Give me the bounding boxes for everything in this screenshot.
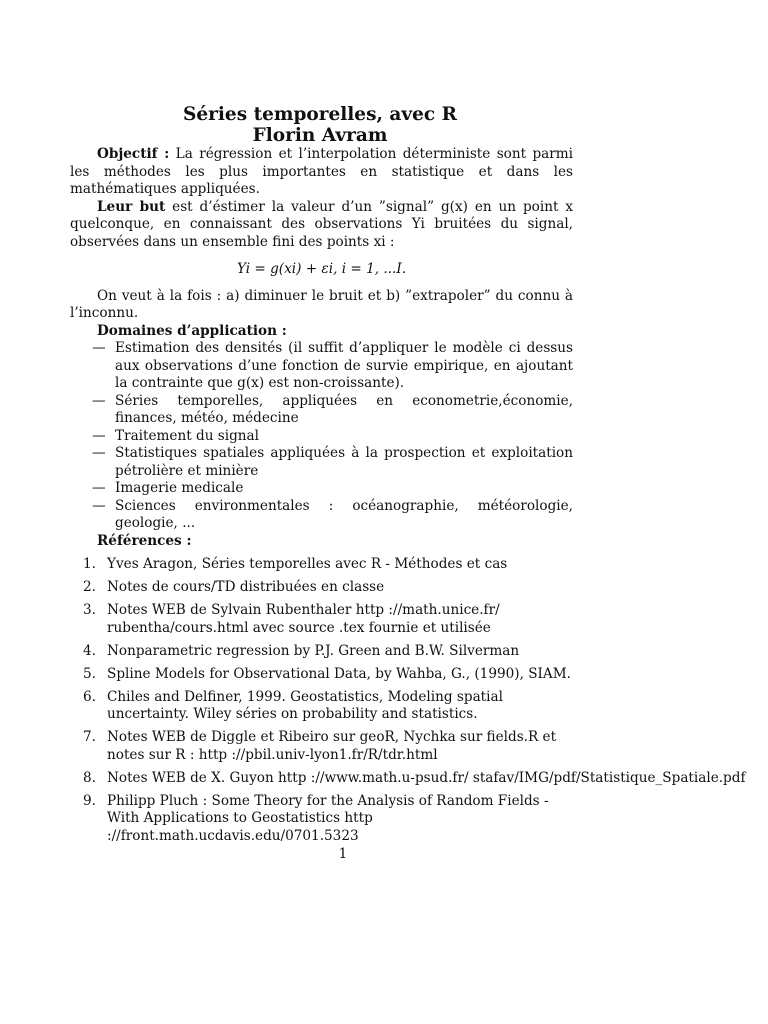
list-item — [70, 340, 573, 393]
domaine-text: Séries temporelles, appliquées en econometrie,économie, finances, météo, médecine — [115, 392, 573, 426]
ref-text: Notes WEB de X. Guyon http ://www.math.u-psud.fr/ stafav/IMG/pdf/Statistique_Spatiale.pdf — [107, 769, 746, 786]
list-item — [70, 556, 573, 574]
references-list — [70, 556, 746, 845]
objectif-paragraph — [70, 146, 573, 199]
list-item — [70, 428, 573, 446]
ref-number: 2. — [83, 579, 96, 595]
main-equation: Yi = g(xi) + εi, i = 1, ...I. — [236, 261, 407, 277]
list-item — [70, 793, 573, 846]
domaine-text: Traitement du signal — [115, 427, 260, 444]
title-line-1: Séries temporelles, avec R — [183, 104, 457, 125]
list-item — [70, 769, 746, 788]
list-item — [70, 498, 573, 533]
list-item — [70, 393, 573, 428]
dash-bullet: — — [92, 340, 106, 356]
leur-but-text: est d’éstimer la valeur d’un ”signal” g(x) en un point x quelconque, en connaissant des observations Yi bruitées du signal, observées dans un ensemble fini des points xi : — [70, 198, 573, 250]
on-veut-paragraph: On veut à la fois : a) diminuer le bruit et b) ”extrapoler” du connu à l’inconnu. — [70, 287, 573, 321]
domaine-text: Statistiques spatiales appliquées à la prospection et exploitation pétrolière et minière — [115, 445, 573, 479]
body-column — [70, 146, 746, 851]
domaine-text: Imagerie medicale — [115, 480, 244, 496]
ref-text: Notes WEB de Diggle et Ribeiro sur geoR, Nychka sur fields.R et notes sur R : http ://pbil.univ-lyon1.fr/R/tdr.html — [107, 729, 557, 763]
domaines-list — [70, 340, 573, 533]
dash-bullet: — — [92, 392, 106, 409]
ref-number: 3. — [83, 602, 96, 618]
title-author: Florin Avram — [252, 125, 388, 146]
ref-number: 7. — [83, 729, 96, 745]
list-item — [70, 729, 573, 764]
ref-text: Notes de cours/TD distribuées en classe — [107, 579, 385, 595]
objectif-text: La régression et l’interpolation déterministe sont parmi les méthodes les plus importantes en statistique et dans les mathématiques appliquées. — [70, 146, 573, 197]
list-item — [70, 579, 573, 597]
domaine-text: Estimation des densités (il suffit d’appliquer le modèle ci dessus aux observations d’une fonction de survie empirique, en ajoutant la contrainte que g(x) est non-croissante). — [115, 340, 573, 391]
ref-text: Philipp Pluch : Some Theory for the Analysis of Random Fields - With Applications to Geostatistics http ://front.math.ucdavis.edu/0701.5323 — [107, 792, 549, 844]
list-item — [70, 666, 573, 684]
document-title — [0, 104, 640, 146]
list-item — [70, 480, 573, 498]
ref-text: Notes WEB de Sylvain Rubenthaler http ://math.unice.fr/ rubentha/cours.html avec source .tex fournie et utilisée — [107, 602, 500, 636]
objectif-label: Objectif : — [97, 146, 170, 162]
references-heading: Références : — [97, 532, 192, 549]
page-number: 1 — [338, 846, 348, 862]
ref-text: Nonparametric regression by P.J. Green and B.W. Silverman — [107, 642, 520, 659]
ref-number: 6. — [83, 688, 96, 705]
list-item — [70, 689, 573, 724]
ref-number: 8. — [83, 769, 96, 786]
dash-bullet: — — [92, 445, 106, 461]
dash-bullet: — — [92, 427, 106, 444]
domaine-text: Sciences environmentales : océanographie, météorologie, geologie, ... — [115, 497, 573, 531]
ref-text: Chiles and Delfiner, 1999. Geostatistics, Modeling spatial uncertainty. Wiley séries on probability and statistics. — [107, 688, 503, 722]
domaines-heading: Domaines d’application : — [97, 322, 287, 339]
list-item — [70, 445, 573, 480]
dash-bullet: — — [92, 497, 106, 514]
ref-number: 9. — [83, 792, 96, 809]
ref-text: Yves Aragon, Séries temporelles avec R - Méthodes et cas — [107, 556, 508, 572]
ref-number: 5. — [83, 665, 96, 682]
leur-but-paragraph — [70, 199, 573, 252]
dash-bullet: — — [92, 480, 106, 496]
ref-number: 4. — [83, 642, 96, 659]
ref-text: Spline Models for Observational Data, by Wahba, G., (1990), SIAM. — [107, 665, 571, 682]
leur-but-label: Leur but — [97, 198, 166, 215]
ref-number: 1. — [83, 556, 96, 572]
list-item — [70, 643, 573, 661]
list-item — [70, 602, 573, 637]
